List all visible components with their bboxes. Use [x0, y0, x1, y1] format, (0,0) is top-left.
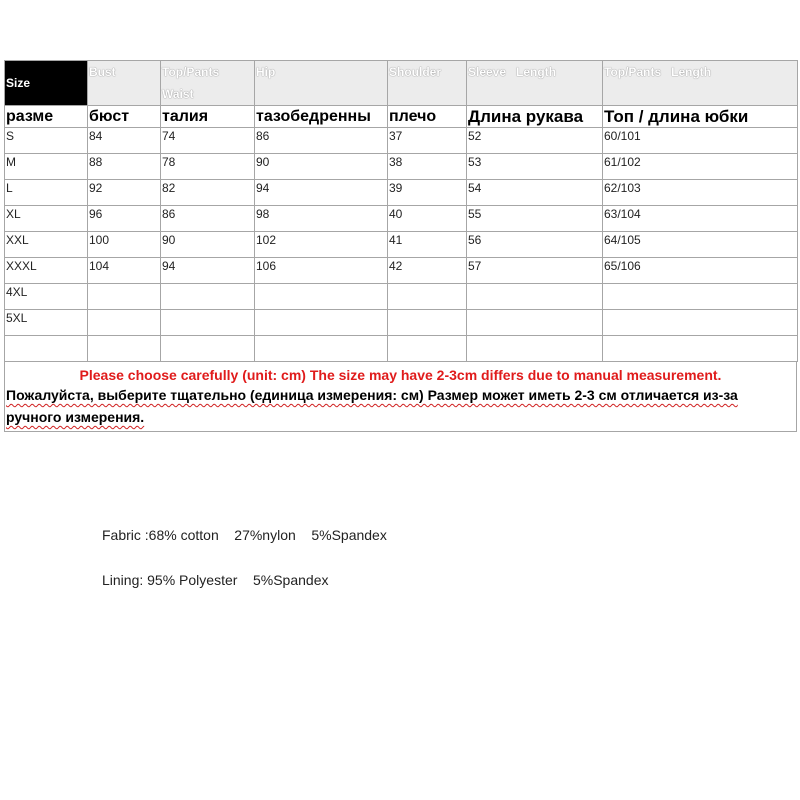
- cell-shoulder: 38: [388, 154, 467, 180]
- cell-size: L: [5, 180, 88, 206]
- cell-waist: 78: [161, 154, 255, 180]
- cell-bust: 96: [88, 206, 161, 232]
- cell-length: 60/101: [603, 128, 798, 154]
- header-ru-hip: тазобедренны: [255, 106, 388, 128]
- cell-length: 64/105: [603, 232, 798, 258]
- cell-hip: [255, 310, 388, 336]
- header-ru-sleeve: Длина рукава: [467, 106, 603, 128]
- cell-size: XXL: [5, 232, 88, 258]
- cell-shoulder: 41: [388, 232, 467, 258]
- header-ru-bust: бюст: [88, 106, 161, 128]
- header-length: Top/Pants Length: [603, 61, 798, 106]
- cell-size: S: [5, 128, 88, 154]
- cell-bust: [88, 284, 161, 310]
- cell-shoulder: [388, 310, 467, 336]
- cell-sleeve: 53: [467, 154, 603, 180]
- cell-sleeve: 52: [467, 128, 603, 154]
- cell-size: [5, 336, 88, 362]
- cell-bust: [88, 310, 161, 336]
- cell-sleeve: [467, 284, 603, 310]
- cell-size: M: [5, 154, 88, 180]
- note-russian-text: Пожалуйста, выберите тщательно (единица измерения: см) Размер может иметь 2-3 см отличается из-за ручного измерения.: [6, 387, 738, 425]
- cell-shoulder: 40: [388, 206, 467, 232]
- header-ru-length: Топ / длина юбки: [603, 106, 798, 128]
- cell-length: [603, 336, 798, 362]
- header-shoulder: Shoulder: [388, 61, 467, 106]
- cell-bust: 104: [88, 258, 161, 284]
- cell-size: 4XL: [5, 284, 88, 310]
- table-row: [5, 310, 798, 336]
- header-waist-line2: Waist: [162, 87, 194, 101]
- cell-length: [603, 310, 798, 336]
- size-chart: [4, 60, 797, 432]
- cell-shoulder: [388, 284, 467, 310]
- cell-hip: 106: [255, 258, 388, 284]
- cell-hip: [255, 284, 388, 310]
- cell-bust: 88: [88, 154, 161, 180]
- cell-shoulder: 39: [388, 180, 467, 206]
- table-row: [5, 258, 798, 284]
- header-waist: [161, 61, 255, 106]
- cell-sleeve: 55: [467, 206, 603, 232]
- note-english: Please choose carefully (unit: cm) The size may have 2-3cm differs due to manual measurement.: [79, 367, 722, 383]
- cell-sleeve: 56: [467, 232, 603, 258]
- table-row: [5, 336, 798, 362]
- cell-size: XXXL: [5, 258, 88, 284]
- cell-hip: 102: [255, 232, 388, 258]
- table-row: [5, 128, 798, 154]
- header-waist-line1: Top/Pants: [162, 65, 220, 79]
- note-russian: [5, 384, 796, 428]
- cell-hip: 86: [255, 128, 388, 154]
- cell-waist: [161, 284, 255, 310]
- header-hip: Hip: [255, 61, 388, 106]
- cell-sleeve: [467, 336, 603, 362]
- cell-sleeve: 57: [467, 258, 603, 284]
- cell-waist: [161, 336, 255, 362]
- cell-length: 62/103: [603, 180, 798, 206]
- cell-size: XL: [5, 206, 88, 232]
- cell-waist: [161, 310, 255, 336]
- lining-composition: Lining: 95% Polyester 5%Spandex: [102, 572, 329, 588]
- table-row: [5, 180, 798, 206]
- header-row-en: [5, 61, 798, 106]
- header-bust: Bust: [88, 61, 161, 106]
- cell-sleeve: [467, 310, 603, 336]
- cell-length: 65/106: [603, 258, 798, 284]
- header-ru-shoulder: плечо: [388, 106, 467, 128]
- cell-hip: 90: [255, 154, 388, 180]
- cell-waist: 82: [161, 180, 255, 206]
- header-ru-waist: талия: [161, 106, 255, 128]
- cell-sleeve: 54: [467, 180, 603, 206]
- cell-bust: 84: [88, 128, 161, 154]
- header-ru-size: разме: [5, 106, 88, 128]
- header-sleeve: Sleeve Length: [467, 61, 603, 106]
- table-row: [5, 284, 798, 310]
- cell-bust: [88, 336, 161, 362]
- cell-shoulder: [388, 336, 467, 362]
- cell-length: 61/102: [603, 154, 798, 180]
- cell-waist: 86: [161, 206, 255, 232]
- cell-bust: 100: [88, 232, 161, 258]
- header-size: Size: [5, 61, 88, 106]
- cell-shoulder: 42: [388, 258, 467, 284]
- cell-hip: 98: [255, 206, 388, 232]
- header-row-ru: [5, 106, 798, 128]
- cell-waist: 94: [161, 258, 255, 284]
- table-row: [5, 232, 798, 258]
- cell-length: 63/104: [603, 206, 798, 232]
- cell-hip: [255, 336, 388, 362]
- cell-size: 5XL: [5, 310, 88, 336]
- cell-shoulder: 37: [388, 128, 467, 154]
- measurement-note: [4, 362, 797, 432]
- fabric-composition: Fabric :68% cotton 27%nylon 5%Spandex: [102, 527, 387, 543]
- cell-hip: 94: [255, 180, 388, 206]
- table-row: [5, 206, 798, 232]
- cell-waist: 90: [161, 232, 255, 258]
- cell-bust: 92: [88, 180, 161, 206]
- cell-waist: 74: [161, 128, 255, 154]
- cell-length: [603, 284, 798, 310]
- table-row: [5, 154, 798, 180]
- size-table: [4, 60, 798, 362]
